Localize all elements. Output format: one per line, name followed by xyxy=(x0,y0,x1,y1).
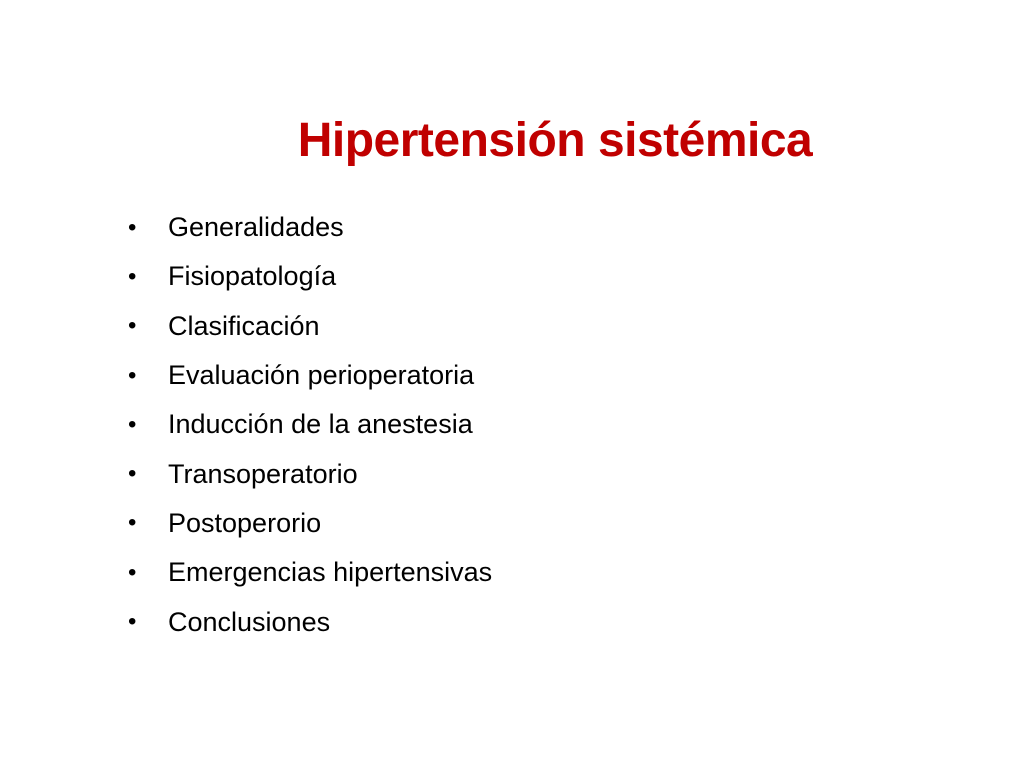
bullet-icon: • xyxy=(128,262,137,290)
list-item-text: Conclusiones xyxy=(168,606,331,637)
list-item xyxy=(128,597,492,646)
list-item xyxy=(128,252,492,301)
list-item-text: Fisiopatología xyxy=(168,261,337,292)
list-item xyxy=(128,499,492,548)
list-item-text: Postoperorio xyxy=(168,507,322,538)
bullet-icon: • xyxy=(128,312,137,340)
list-item-text: Transoperatorio xyxy=(168,458,358,489)
list-item-text: Clasificación xyxy=(168,310,320,341)
bullet-icon: • xyxy=(128,361,137,389)
list-item xyxy=(128,449,492,498)
list-item xyxy=(128,203,492,252)
list-item xyxy=(128,351,492,400)
list-item xyxy=(128,302,492,351)
bullet-icon: • xyxy=(128,213,137,241)
list-item-text: Generalidades xyxy=(168,212,344,243)
bullet-icon: • xyxy=(128,558,137,586)
list-item-text: Inducción de la anestesia xyxy=(168,409,473,440)
slide-title: Hipertensión sistémica xyxy=(297,114,813,168)
list-item xyxy=(128,548,492,597)
bullet-icon: • xyxy=(128,509,137,537)
list-item-text: Evaluación perioperatoria xyxy=(168,360,475,391)
bullet-list xyxy=(128,203,492,647)
bullet-icon: • xyxy=(128,608,137,636)
list-item-text: Emergencias hipertensivas xyxy=(168,557,493,588)
list-item xyxy=(128,400,492,449)
bullet-icon: • xyxy=(128,460,137,488)
bullet-icon: • xyxy=(128,410,137,438)
